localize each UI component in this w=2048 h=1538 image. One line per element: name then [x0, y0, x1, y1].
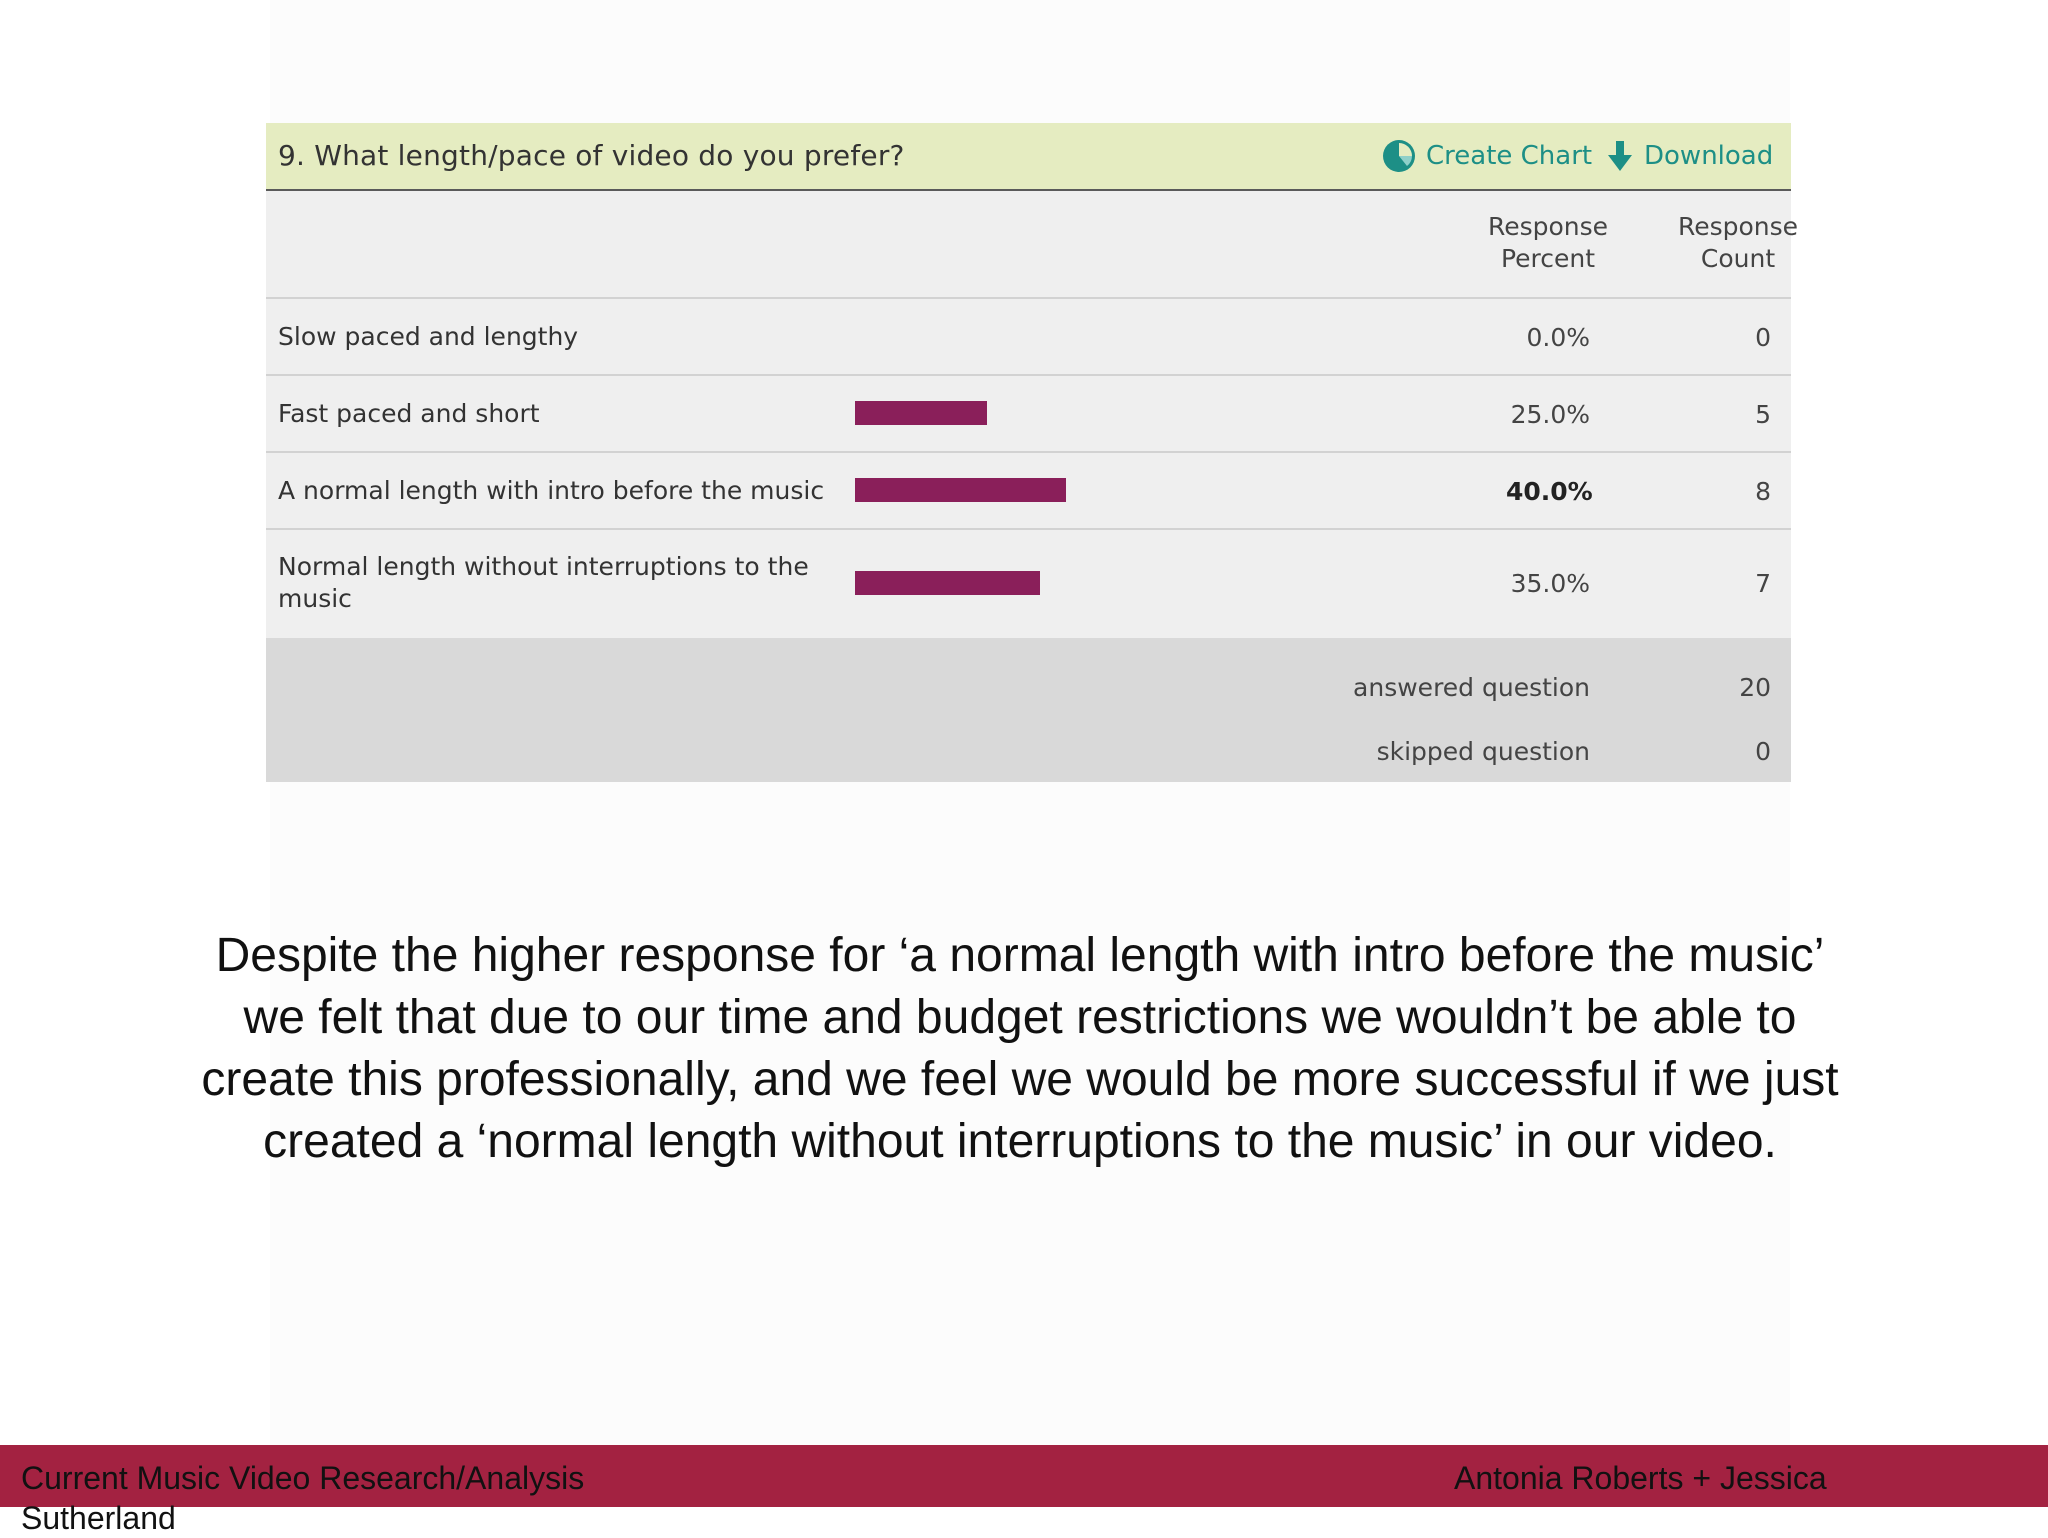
- answered-question-count: 20: [1739, 673, 1771, 702]
- skipped-question-label: skipped question: [1376, 737, 1590, 766]
- pie-chart-icon: [1382, 139, 1416, 173]
- create-chart-button[interactable]: [1382, 123, 1592, 189]
- row-divider: [266, 451, 1791, 453]
- response-percent: 35.0%: [1510, 569, 1590, 598]
- response-bar: [855, 401, 987, 425]
- response-count: 8: [1755, 477, 1771, 506]
- download-label: Download: [1644, 141, 1774, 171]
- response-summary: [266, 638, 1791, 782]
- answer-label: Slow paced and lengthy: [278, 322, 579, 351]
- row-divider: [266, 297, 1791, 299]
- answer-label: A normal length with intro before the music: [278, 476, 825, 505]
- question-title: 9. What length/pace of video do you prefer?: [278, 139, 905, 172]
- response-percent: 0.0%: [1526, 323, 1590, 352]
- create-chart-label: Create Chart: [1426, 141, 1593, 171]
- row-divider: [266, 374, 1791, 376]
- download-arrow-icon: [1606, 139, 1634, 173]
- row-divider: [266, 528, 1791, 530]
- response-bar: [855, 571, 1040, 595]
- response-count: 0: [1755, 323, 1771, 352]
- answer-label: Normal length without interruptions to the music: [278, 552, 809, 613]
- response-bar: [855, 478, 1066, 502]
- answer-label: Fast paced and short: [278, 399, 540, 428]
- response-percent: 40.0%: [1506, 477, 1593, 506]
- footer-right-text: Antonia Roberts + Jessica: [1454, 1460, 1827, 1496]
- skipped-question-count: 0: [1755, 737, 1771, 766]
- download-button[interactable]: [1606, 123, 1773, 189]
- response-count-header: Response Count: [1677, 212, 1799, 273]
- response-percent: 25.0%: [1510, 400, 1590, 429]
- answered-question-label: answered question: [1353, 673, 1590, 702]
- footer-left-text: Current Music Video Research/Analysis Sutherland: [21, 1460, 585, 1536]
- survey-question-panel: [266, 123, 1799, 782]
- analysis-caption: Despite the higher response for ‘a normal length with intro before the music’ we felt that due to our time and budget restrictions we wouldn’t be able to create this professionally, and we feel we would be more successful if we just created a ‘normal length without interruptions to the music’ in our video.: [201, 929, 1839, 1168]
- response-percent-header: Response Percent: [1487, 212, 1609, 273]
- response-count: 7: [1755, 569, 1771, 598]
- question-header: [266, 123, 1791, 191]
- response-count: 5: [1755, 400, 1771, 429]
